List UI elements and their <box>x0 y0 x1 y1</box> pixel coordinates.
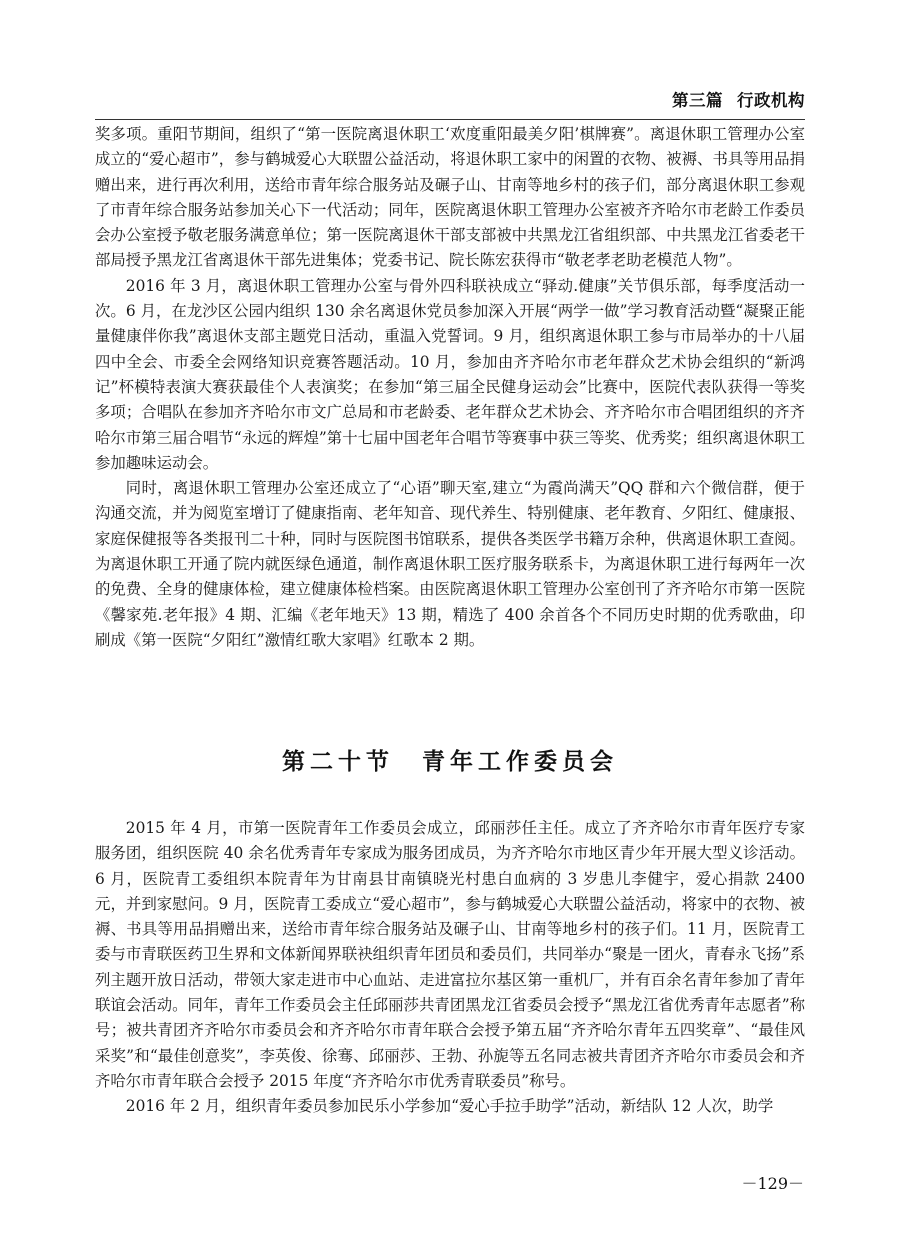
paragraph: 同时，离退休职工管理办公室还成立了“心语”聊天室,建立“为霞尚满天”QQ 群和六个微信群，便于沟通交流，并为阅览室增订了健康指南、老年知音、现代养生、特别健康、老年教育、夕阳红、健康报、家庭保健报等各类报刊二十种，同时与医院图书馆联系，提供各类医学书籍万余种，供离退休职工查阅。为离退休职工开通了院内就医绿色通道，制作离退休职工医疗服务联系卡，为离退休职工进行每两年一次的免费、全身的健康体检，建立健康体检档案。由医院离退休职工管理办公室创刊了齐齐哈尔市第一医院《馨家苑.老年报》4 期、汇编《老年地天》13 期，精选了 400 余首各个不同历史时期的优秀歌曲，印刷成《第一医院“夕阳红”激情红歌大家唱》红歌本 2 期。 <box>95 479 805 649</box>
section-title: 青年工作委员会 <box>422 749 618 775</box>
text-block-bottom <box>95 816 805 1120</box>
paragraph: 2016 年 3 月，离退休职工管理办公室与骨外四科联袂成立“驿动.健康”关节俱乐部，每季度活动一次。6 月，在龙沙区公园内组织 130 余名离退休党员参加深入开展“两学一做”学习教育活动暨“凝聚正能量健康伴你我”离退休支部主题党日活动，重温入党誓词。9 月，组织离退休职工参与市局举办的十八届四中全会、市委全会网络知识竞赛答题活动。10 月，参加由齐齐哈尔市老年群众艺术协会组织的“新鸿记”杯模特表演大赛获最佳个人表演奖；在参加“第三届全民健身运动会”比赛中，医院代表队获得一等奖多项；合唱队在参加齐齐哈尔市文广总局和市老龄委、老年群众艺术协会、齐齐哈尔市合唱团组织的齐齐哈尔市第三届合唱节“永远的辉煌”第十七届中国老年合唱节等赛事中获三等奖、优秀奖；组织离退休职工参加趣味运动会。 <box>95 276 805 472</box>
running-header <box>95 87 805 111</box>
header-rule <box>95 119 805 120</box>
part-number: 第三篇 <box>672 91 723 110</box>
paragraph: 奖多项。重阳节期间，组织了“第一医院离退休职工‘欢度重阳最美夕阳’棋牌赛”。离退休职工管理办公室成立的“爱心超市”，参与鹤城爱心大联盟公益活动，将退休职工家中的闲置的衣物、被褥、书具等用品捐赠出来，进行再次利用，送给市青年综合服务站及碾子山、甘南等地乡村的孩子们，部分离退休职工参观了市青年综合服务站参加关心下一代活动；同年，医院离退休职工管理办公室被齐齐哈尔市老龄工作委员会办公室授予敬老服务满意单位；第一医院离退休干部支部被中共黑龙江省组织部、中共黑龙江省委老干部局授予黑龙江省离退休干部先进集体；党委书记、院长陈宏获得市“敬老孝老助老模范人物”。 <box>95 125 805 270</box>
paragraph: 2016 年 2 月，组织青年委员参加民乐小学参加“爱心手拉手助学”活动，新结队 12 人次，助学 <box>125 1097 774 1116</box>
text-block-top <box>95 122 805 653</box>
page-number: －129－ <box>741 1174 804 1193</box>
part-title: 行政机构 <box>737 91 805 110</box>
section-heading <box>95 743 805 776</box>
section-number: 第二十节 <box>282 749 394 775</box>
paragraph: 2015 年 4 月，市第一医院青年工作委员会成立，邱丽莎任主任。成立了齐齐哈尔市青年医疗专家服务团，组织医院 40 余名优秀青年专家成为服务团成员，为齐齐哈尔市地区青少年开展大型义诊活动。6 月，医院青工委组织本院青年为甘南县甘南镇晓光村患白血病的 3 岁患儿李健宇，爱心捐款 2400 元，并到家慰问。9 月，医院青工委成立“爱心超市”，参与鹤城爱心大联盟公益活动，将家中的衣物、被褥、书具等用品捐赠出来，送给市青年综合服务站及碾子山、甘南等地乡村的孩子们。11 月，医院青工委与市青联医药卫生界和文体新闻界联袂组织青年团员和委员们，共同举办“聚是一团火，青春永飞扬”系列主题开放日活动，带领大家走进市中心血站、走进富拉尔基区第一重机厂，并有百余名青年参加了青年联谊会活动。同年，青年工作委员会主任邱丽莎共青团黑龙江省委员会授予“黑龙江省优秀青年志愿者”称号；被共青团齐齐哈尔市委员会和齐齐哈尔市青年联合会授予第五届“齐齐哈尔青年五四奖章”、“最佳风采奖”和“最佳创意奖”，李英俊、徐骞、邱丽莎、王勃、孙旎等五名同志被共青团齐齐哈尔市委员会和齐齐哈尔市青年联合会授予 2015 年度“齐齐哈尔市优秀青联委员”称号。 <box>95 819 805 1090</box>
